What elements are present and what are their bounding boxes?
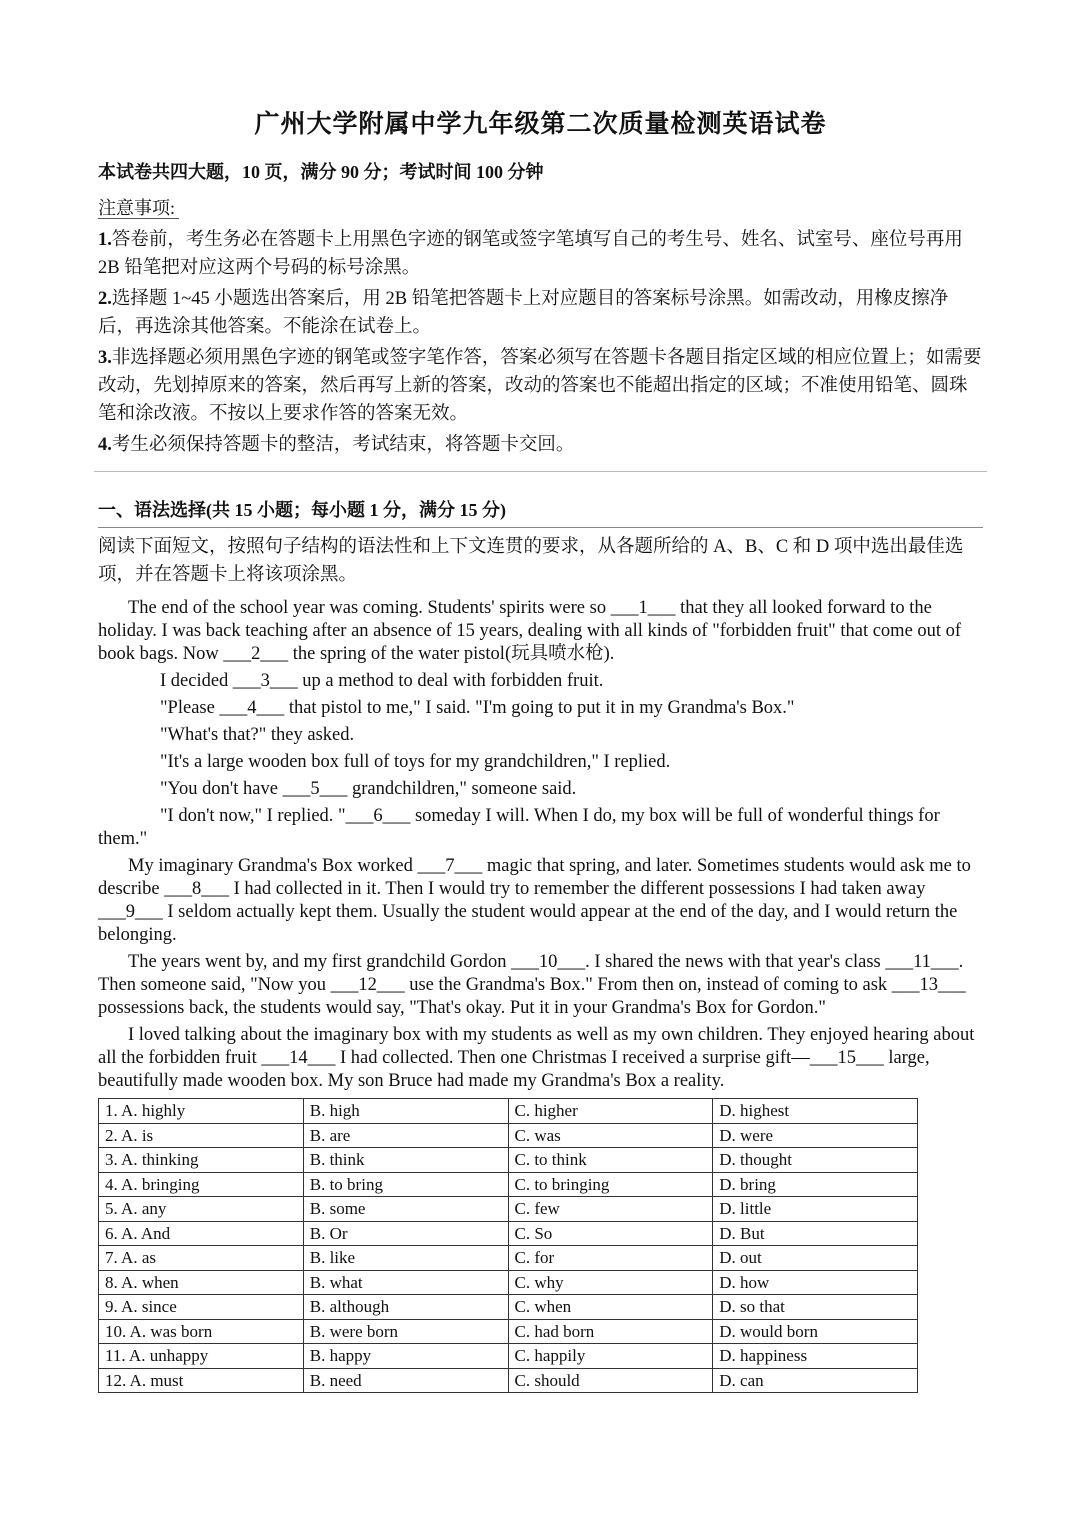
option-cell: 11. A. unhappy [99,1344,304,1369]
notice-item [98,431,983,459]
passage-paragraph: "I don't now," I replied. "___6___ someday I will. When I do, my box will be full of wonderful things for them." [98,806,940,849]
passage-paragraph: "What's that?" they asked. [160,725,355,745]
option-cell: 5. A. any [99,1197,304,1222]
option-row [99,1246,918,1271]
notice-number: 3. [98,348,112,368]
option-row [99,1148,918,1173]
option-cell: B. like [303,1246,508,1271]
option-cell: D. But [713,1221,918,1246]
notice-number: 2. [98,289,112,309]
option-cell: D. little [713,1197,918,1222]
option-cell: D. would born [713,1319,918,1344]
passage-paragraph: The end of the school year was coming. Students' spirits were so ___1___ that they all looked forward to the holiday. I was back teaching after an absence of 15 years, dealing with all kinds of "forbidden fruit" that come out of book bags. Now ___2___ the spring of the water pistol(玩具喷水枪). [98,598,962,664]
option-row [99,1221,918,1246]
option-cell: B. high [303,1099,508,1124]
option-cell: C. So [508,1221,713,1246]
option-cell: 9. A. since [99,1295,304,1320]
option-cell: B. Or [303,1221,508,1246]
exam-subtitle: 本试卷共四大题，10 页，满分 90 分；考试时间 100 分钟 [98,162,544,182]
option-cell: C. when [508,1295,713,1320]
option-cell: 12. A. must [99,1368,304,1393]
option-row [99,1319,918,1344]
option-cell: D. how [713,1270,918,1295]
option-cell: D. so that [713,1295,918,1320]
option-cell: B. were born [303,1319,508,1344]
passage-paragraph: "It's a large wooden box full of toys for my grandchildren," I replied. [160,752,671,772]
option-cell: 8. A. when [99,1270,304,1295]
section1-heading: 一、语法选择(共 15 小题；每小题 1 分，满分 15 分) [98,496,983,528]
option-row [99,1344,918,1369]
options-table [98,1098,918,1393]
option-row [99,1099,918,1124]
notice-item [98,344,983,428]
option-cell: D. were [713,1123,918,1148]
option-cell: 6. A. And [99,1221,304,1246]
notice-text: 答卷前，考生务必在答题卡上用黑色字迹的钢笔或签字笔填写自己的考生号、姓名、试室号、座位号再用 2B 铅笔把对应这两个号码的标号涂黑。 [98,230,963,278]
option-cell: B. to bring [303,1172,508,1197]
option-row [99,1368,918,1393]
option-cell: D. out [713,1246,918,1271]
option-cell: B. need [303,1368,508,1393]
notice-text: 考生必须保持答题卡的整洁，考试结束，将答题卡交回。 [111,435,575,455]
notice-item [98,226,983,282]
notice-text: 非选择题必须用黑色字迹的钢笔或签字笔作答，答案必须写在答题卡各题目指定区域的相应位置上；如需要改动，先划掉原来的答案，然后再写上新的答案，改动的答案也不能超出指定的区域；不准使用铅笔、圆珠笔和涂改液。不按以上要求作答的答案无效。 [98,348,982,424]
option-cell: C. should [508,1368,713,1393]
option-cell: B. are [303,1123,508,1148]
option-cell: B. although [303,1295,508,1320]
passage-paragraph: The years went by, and my first grandchild Gordon ___10___. I shared the news with that year's class ___11___. Then someone said, "Now you ___12___ use the Grandma's Box." From then on, instead of coming to ask ___13___ possessions back, the students would say, "That's okay. Put it in your Grandma's Box for Gordon." [98,952,966,1018]
passage-paragraph: I decided ___3___ up a method to deal with forbidden fruit. [160,671,604,691]
option-cell: 3. A. thinking [99,1148,304,1173]
option-cell: B. think [303,1148,508,1173]
option-row [99,1295,918,1320]
option-row [99,1172,918,1197]
notice-list [98,226,983,459]
option-cell: C. to bringing [508,1172,713,1197]
passage-paragraph: My imaginary Grandma's Box worked ___7___ magic that spring, and later. Sometimes students would ask me to describe ___8___ I had collected in it. Then I would try to remember the different possessions I had taken away ___9___ I seldom actually kept them. Usually the student would appear at the end of the day, and I would return the belonging. [98,856,971,945]
notice-text: 选择题 1~45 小题选出答案后，用 2B 铅笔把答题卡上对应题目的答案标号涂黑。如需改动，用橡皮擦净后，再选涂其他答案。不能涂在试卷上。 [98,289,949,337]
option-cell: D. thought [713,1148,918,1173]
notice-number: 4. [98,435,112,455]
notice-item [98,285,983,341]
passage-paragraph: I loved talking about the imaginary box with my students as well as my own children. They enjoyed hearing about all the forbidden fruit ___14___ I had collected. Then one Christmas I received a surprise gift—___15___ large, beautifully made wooden box. My son Bruce had made my Grandma's Box a reality. [98,1025,975,1091]
notice-heading: 注意事项: [98,194,983,220]
option-cell: C. was [508,1123,713,1148]
option-cell: 1. A. highly [99,1099,304,1124]
passage-paragraph: "Please ___4___ that pistol to me," I said. "I'm going to put it in my Grandma's Box." [160,698,795,718]
option-cell: 10. A. was born [99,1319,304,1344]
exam-page [98,104,983,1393]
option-row [99,1270,918,1295]
option-cell: C. few [508,1197,713,1222]
option-cell: B. happy [303,1344,508,1369]
passage-paragraph: "You don't have ___5___ grandchildren," someone said. [160,779,577,799]
option-cell: B. some [303,1197,508,1222]
option-cell: C. had born [508,1319,713,1344]
section-divider [94,471,987,472]
option-cell: D. happiness [713,1344,918,1369]
option-cell: D. highest [713,1099,918,1124]
option-row [99,1197,918,1222]
option-cell: D. bring [713,1172,918,1197]
option-cell: C. for [508,1246,713,1271]
option-cell: D. can [713,1368,918,1393]
option-cell: C. happily [508,1344,713,1369]
reading-passage [98,597,983,1093]
option-cell: C. higher [508,1099,713,1124]
option-cell: 2. A. is [99,1123,304,1148]
option-cell: C. why [508,1270,713,1295]
notice-number: 1. [98,230,112,250]
exam-title: 广州大学附属中学九年级第二次质量检测英语试卷 [254,111,827,138]
option-cell: C. to think [508,1148,713,1173]
option-cell: B. what [303,1270,508,1295]
option-cell: 7. A. as [99,1246,304,1271]
option-cell: 4. A. bringing [99,1172,304,1197]
option-row [99,1123,918,1148]
section1-instruction: 阅读下面短文，按照句子结构的语法性和上下文连贯的要求，从各题所给的 A、B、C 和 D 项中选出最佳选项，并在答题卡上将该项涂黑。 [98,537,964,585]
